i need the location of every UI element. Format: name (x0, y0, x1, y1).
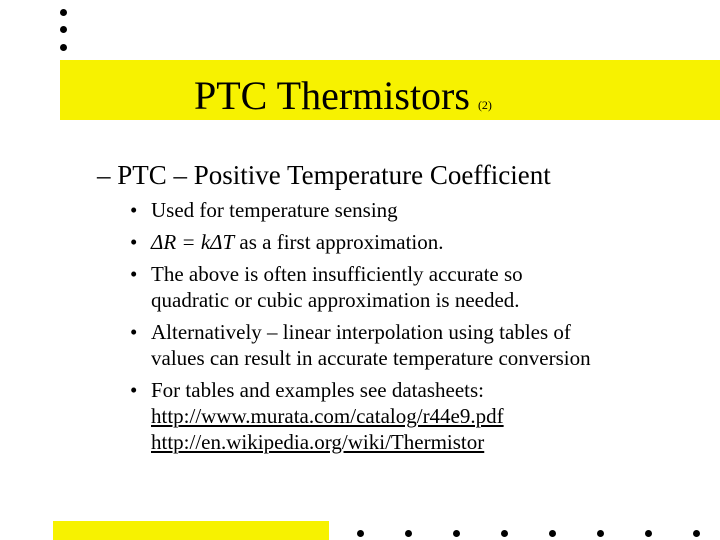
bullet-item (130, 261, 591, 313)
decorative-dot (645, 530, 652, 537)
bullet-text-continued: values can result in accurate temperature conversion (151, 346, 591, 370)
bullet-list (130, 197, 591, 461)
bullet-text: as a first approximation. (234, 230, 444, 254)
bullet-formula: ΔR = kΔT (151, 230, 235, 254)
murata-datasheet-link[interactable]: http://www.murata.com/catalog/r44e9.pdf (151, 404, 504, 428)
bottom-band (53, 521, 329, 540)
slide-title-suffix: (2) (477, 98, 492, 112)
wikipedia-thermistor-link[interactable]: http://en.wikipedia.org/wiki/Thermistor (151, 430, 485, 454)
decorative-dot (549, 530, 556, 537)
decorative-dot (405, 530, 412, 537)
bullet-item (130, 197, 591, 223)
bullet-item (130, 319, 591, 371)
decorative-dot (501, 530, 508, 537)
decorative-dot (60, 9, 67, 16)
decorative-dot (60, 44, 67, 51)
decorative-dot (597, 530, 604, 537)
bullet-text-continued: quadratic or cubic approximation is needed. (151, 288, 520, 312)
decorative-dot (357, 530, 364, 537)
bullet-text: The above is often insufficiently accurate so (151, 262, 523, 286)
bullet-marker: • (130, 262, 138, 286)
slide-title (194, 73, 492, 128)
bullet-marker: • (130, 198, 138, 222)
bullet-marker: • (130, 320, 138, 344)
bullet-text: For tables and examples see datasheets: (151, 378, 484, 402)
decorative-dot (60, 26, 67, 33)
decorative-dot (453, 530, 460, 537)
bullet-text: Alternatively – linear interpolation using tables of (151, 320, 571, 344)
bullet-marker: • (130, 230, 138, 254)
bullet-item (130, 377, 591, 455)
slide-title-text: PTC Thermistors (194, 73, 470, 118)
bullet-marker: • (130, 378, 138, 402)
bullet-item (130, 229, 591, 255)
decorative-dot (693, 530, 700, 537)
bullet-text: Used for temperature sensing (151, 198, 398, 222)
subheading: – PTC – Positive Temperature Coefficient (97, 160, 551, 190)
